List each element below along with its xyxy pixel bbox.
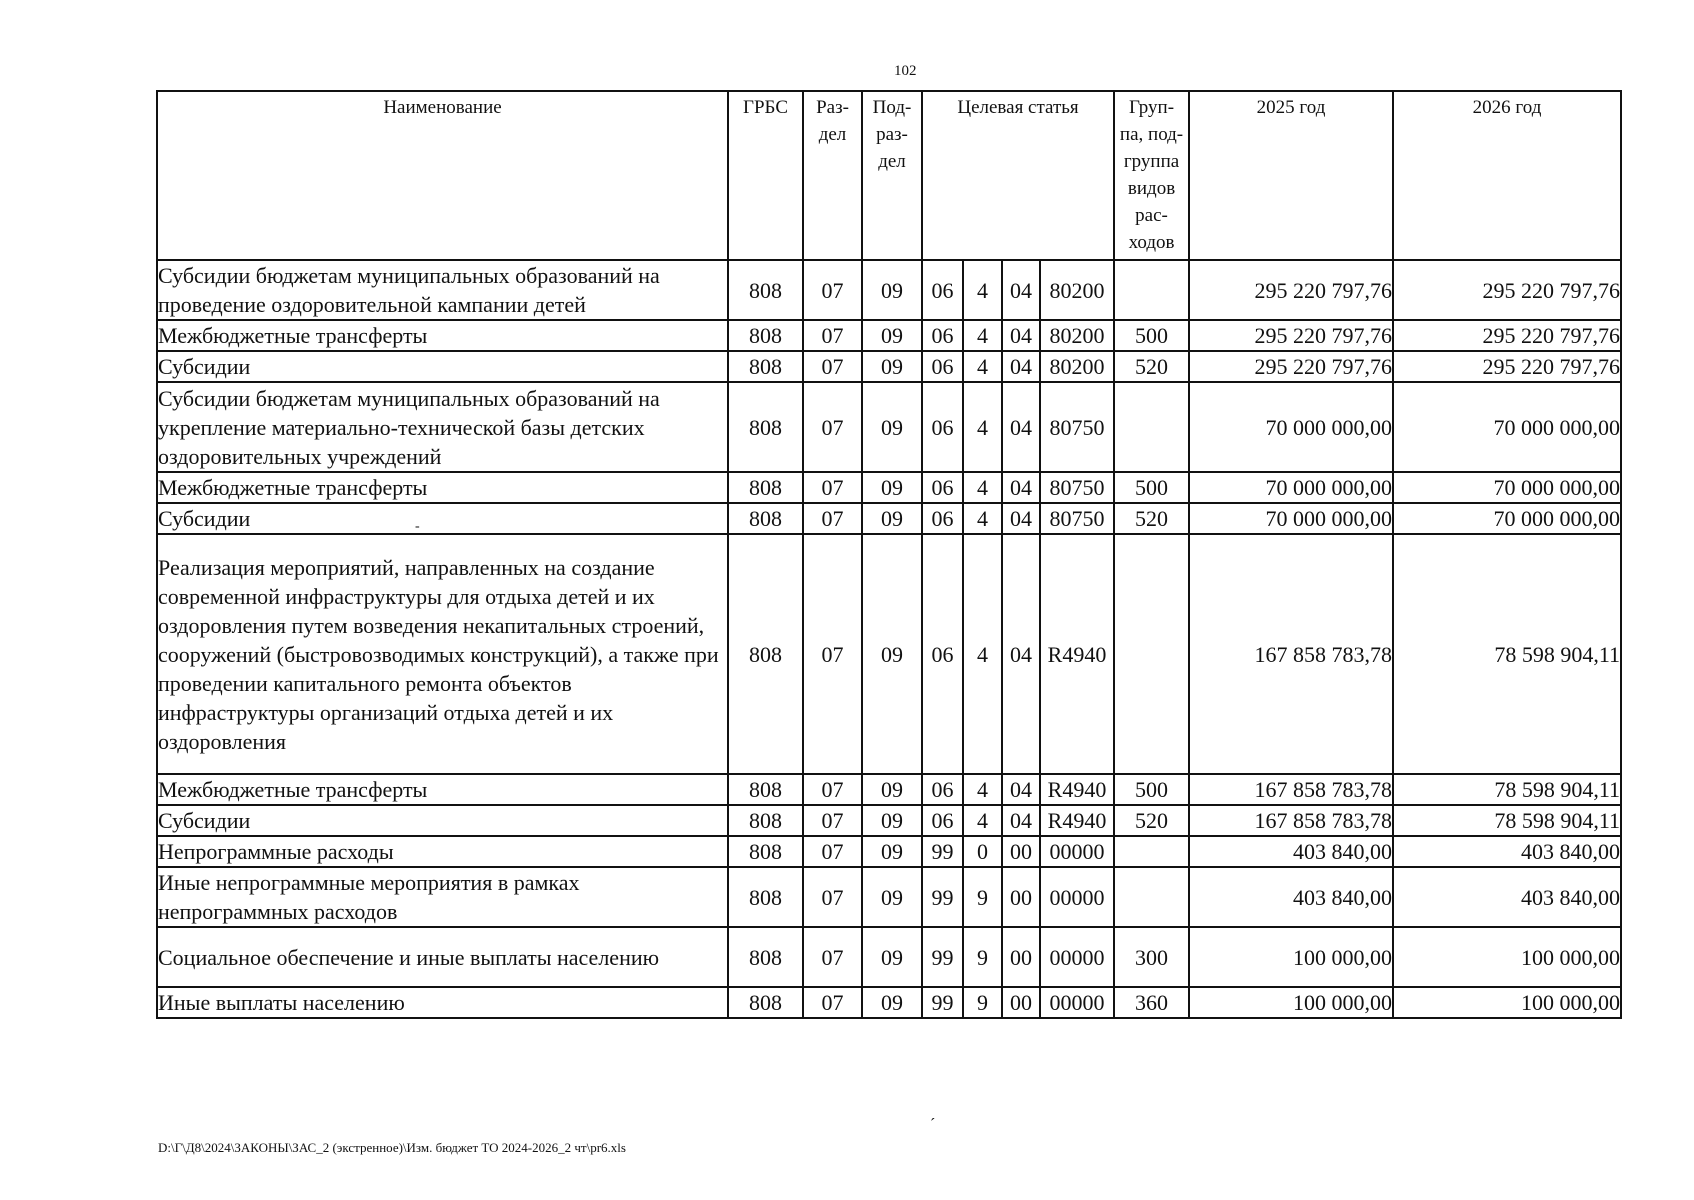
row-amount-2026: 295 220 797,76 [1393, 351, 1621, 382]
row-target-type: 4 [963, 351, 1002, 382]
row-razdel: 07 [803, 382, 862, 472]
row-target-subprogram: 04 [1002, 774, 1040, 805]
row-expense-group [1114, 382, 1189, 472]
row-grbs: 808 [728, 260, 803, 320]
row-target-subprogram: 04 [1002, 534, 1040, 774]
row-target-type: 4 [963, 260, 1002, 320]
header-target-article: Целевая статья [922, 91, 1114, 260]
table-row [157, 836, 1621, 867]
row-podrazdel: 09 [862, 320, 922, 351]
table-row [157, 382, 1621, 472]
row-grbs: 808 [728, 351, 803, 382]
row-target-program: 06 [922, 774, 963, 805]
row-expense-group: 360 [1114, 987, 1189, 1018]
row-razdel: 07 [803, 351, 862, 382]
row-target-type: 4 [963, 472, 1002, 503]
table-row [157, 503, 1621, 534]
row-expense-group: 500 [1114, 320, 1189, 351]
row-amount-2025: 295 220 797,76 [1189, 260, 1393, 320]
row-podrazdel: 09 [862, 774, 922, 805]
row-target-direction: 00000 [1040, 987, 1114, 1018]
row-name: Субсидии [157, 351, 728, 382]
row-razdel: 07 [803, 320, 862, 351]
header-expense-group: Груп- па, под- группа видов рас- ходов [1114, 91, 1189, 260]
row-razdel: 07 [803, 927, 862, 987]
row-podrazdel: 09 [862, 260, 922, 320]
header-podrazdel: Под- раз- дел [862, 91, 922, 260]
row-target-subprogram: 04 [1002, 503, 1040, 534]
row-podrazdel: 09 [862, 534, 922, 774]
table-header [157, 91, 1621, 260]
row-podrazdel: 09 [862, 351, 922, 382]
row-grbs: 808 [728, 534, 803, 774]
row-grbs: 808 [728, 472, 803, 503]
row-target-subprogram: 04 [1002, 320, 1040, 351]
row-amount-2025: 403 840,00 [1189, 836, 1393, 867]
row-amount-2025: 167 858 783,78 [1189, 774, 1393, 805]
row-podrazdel: 09 [862, 987, 922, 1018]
row-expense-group: 500 [1114, 472, 1189, 503]
row-target-type: 0 [963, 836, 1002, 867]
row-amount-2025: 70 000 000,00 [1189, 503, 1393, 534]
row-target-program: 06 [922, 351, 963, 382]
row-target-direction: 80750 [1040, 472, 1114, 503]
header-razdel: Раз- дел [803, 91, 862, 260]
page-number: 102 [894, 63, 917, 79]
header-grbs: ГРБС [728, 91, 803, 260]
tick-mark: ˊ [930, 1116, 936, 1133]
row-name: Иные выплаты населению [157, 987, 728, 1018]
header-2025: 2025 год [1189, 91, 1393, 260]
row-name: Иные непрограммные мероприятия в рамках непрограммных расходов [157, 867, 728, 927]
row-target-program: 06 [922, 503, 963, 534]
row-target-subprogram: 04 [1002, 472, 1040, 503]
row-podrazdel: 09 [862, 503, 922, 534]
table-row [157, 867, 1621, 927]
row-target-direction: 00000 [1040, 927, 1114, 987]
row-amount-2025: 295 220 797,76 [1189, 320, 1393, 351]
row-razdel: 07 [803, 260, 862, 320]
row-amount-2025: 403 840,00 [1189, 867, 1393, 927]
table-row [157, 805, 1621, 836]
row-amount-2026: 295 220 797,76 [1393, 260, 1621, 320]
row-target-direction: 80200 [1040, 260, 1114, 320]
row-grbs: 808 [728, 320, 803, 351]
row-amount-2026: 78 598 904,11 [1393, 805, 1621, 836]
row-name: Социальное обеспечение и иные выплаты населению [157, 927, 728, 987]
row-amount-2026: 70 000 000,00 [1393, 382, 1621, 472]
row-razdel: 07 [803, 503, 862, 534]
header-name: Наименование [157, 91, 728, 260]
row-grbs: 808 [728, 805, 803, 836]
row-target-type: 4 [963, 774, 1002, 805]
row-target-subprogram: 00 [1002, 867, 1040, 927]
row-target-type: 9 [963, 987, 1002, 1018]
row-grbs: 808 [728, 836, 803, 867]
row-razdel: 07 [803, 774, 862, 805]
row-amount-2025: 100 000,00 [1189, 927, 1393, 987]
row-expense-group [1114, 867, 1189, 927]
row-podrazdel: 09 [862, 927, 922, 987]
table-row [157, 472, 1621, 503]
row-podrazdel: 09 [862, 805, 922, 836]
row-target-direction: 80750 [1040, 503, 1114, 534]
row-target-program: 99 [922, 927, 963, 987]
row-target-direction: 80200 [1040, 351, 1114, 382]
row-name: Межбюджетные трансферты [157, 320, 728, 351]
row-expense-group [1114, 534, 1189, 774]
table-row [157, 351, 1621, 382]
row-amount-2026: 78 598 904,11 [1393, 534, 1621, 774]
row-name: Субсидии [157, 503, 728, 534]
row-target-type: 9 [963, 867, 1002, 927]
row-target-type: 4 [963, 503, 1002, 534]
row-expense-group: 520 [1114, 805, 1189, 836]
row-target-program: 06 [922, 320, 963, 351]
row-amount-2025: 167 858 783,78 [1189, 534, 1393, 774]
row-amount-2026: 78 598 904,11 [1393, 774, 1621, 805]
row-razdel: 07 [803, 836, 862, 867]
row-target-direction: R4940 [1040, 774, 1114, 805]
row-grbs: 808 [728, 867, 803, 927]
table-row [157, 927, 1621, 987]
row-name: Субсидии бюджетам муниципальных образований на укрепление материально-технической базы детских оздоровительных учреждений [157, 382, 728, 472]
row-target-program: 06 [922, 382, 963, 472]
row-razdel: 07 [803, 534, 862, 774]
row-name: Межбюджетные трансферты [157, 774, 728, 805]
row-target-type: 4 [963, 805, 1002, 836]
row-target-direction: 00000 [1040, 836, 1114, 867]
row-amount-2025: 167 858 783,78 [1189, 805, 1393, 836]
table-body [157, 260, 1621, 1018]
row-target-program: 06 [922, 534, 963, 774]
row-target-program: 99 [922, 987, 963, 1018]
table-row [157, 260, 1621, 320]
budget-table [156, 90, 1622, 1019]
row-target-subprogram: 00 [1002, 987, 1040, 1018]
row-name: Субсидии бюджетам муниципальных образований на проведение оздоровительной кампании детей [157, 260, 728, 320]
row-grbs: 808 [728, 774, 803, 805]
dash-mark: - [415, 519, 420, 534]
row-target-direction: 80750 [1040, 382, 1114, 472]
row-podrazdel: 09 [862, 382, 922, 472]
row-target-subprogram: 04 [1002, 351, 1040, 382]
row-razdel: 07 [803, 472, 862, 503]
table-row [157, 320, 1621, 351]
row-target-subprogram: 04 [1002, 260, 1040, 320]
row-razdel: 07 [803, 987, 862, 1018]
row-name: Межбюджетные трансферты [157, 472, 728, 503]
row-target-program: 99 [922, 836, 963, 867]
row-target-subprogram: 00 [1002, 927, 1040, 987]
row-amount-2025: 100 000,00 [1189, 987, 1393, 1018]
row-target-direction: 80200 [1040, 320, 1114, 351]
row-grbs: 808 [728, 503, 803, 534]
table-row [157, 534, 1621, 774]
row-expense-group [1114, 836, 1189, 867]
row-target-subprogram: 04 [1002, 805, 1040, 836]
row-amount-2025: 70 000 000,00 [1189, 382, 1393, 472]
row-expense-group: 500 [1114, 774, 1189, 805]
row-target-type: 4 [963, 534, 1002, 774]
row-expense-group [1114, 260, 1189, 320]
row-amount-2026: 100 000,00 [1393, 987, 1621, 1018]
row-target-direction: R4940 [1040, 534, 1114, 774]
row-name: Субсидии [157, 805, 728, 836]
row-target-program: 06 [922, 472, 963, 503]
header-2026: 2026 год [1393, 91, 1621, 260]
row-target-direction: R4940 [1040, 805, 1114, 836]
row-name: Реализация мероприятий, направленных на создание современной инфраструктуры для отдыха детей и их оздоровления путем возведения некапитальных строений, сооружений (быстровозводимых конструкций), а также при проведении капитального ремонта объектов инфраструктуры организаций отдыха детей и их оздоровления [157, 534, 728, 774]
row-amount-2025: 295 220 797,76 [1189, 351, 1393, 382]
row-target-type: 4 [963, 382, 1002, 472]
row-amount-2026: 295 220 797,76 [1393, 320, 1621, 351]
row-target-subprogram: 04 [1002, 382, 1040, 472]
row-grbs: 808 [728, 382, 803, 472]
table-row [157, 774, 1621, 805]
row-target-program: 06 [922, 260, 963, 320]
row-amount-2026: 70 000 000,00 [1393, 503, 1621, 534]
row-razdel: 07 [803, 867, 862, 927]
row-podrazdel: 09 [862, 836, 922, 867]
row-target-direction: 00000 [1040, 867, 1114, 927]
row-podrazdel: 09 [862, 472, 922, 503]
row-expense-group: 520 [1114, 351, 1189, 382]
row-amount-2026: 403 840,00 [1393, 836, 1621, 867]
row-podrazdel: 09 [862, 867, 922, 927]
row-amount-2026: 100 000,00 [1393, 927, 1621, 987]
row-grbs: 808 [728, 927, 803, 987]
table-row [157, 987, 1621, 1018]
row-target-type: 9 [963, 927, 1002, 987]
row-amount-2026: 403 840,00 [1393, 867, 1621, 927]
row-razdel: 07 [803, 805, 862, 836]
row-grbs: 808 [728, 987, 803, 1018]
row-expense-group: 300 [1114, 927, 1189, 987]
row-target-subprogram: 00 [1002, 836, 1040, 867]
row-name: Непрограммные расходы [157, 836, 728, 867]
row-target-type: 4 [963, 320, 1002, 351]
row-expense-group: 520 [1114, 503, 1189, 534]
row-target-program: 99 [922, 867, 963, 927]
row-amount-2025: 70 000 000,00 [1189, 472, 1393, 503]
row-target-program: 06 [922, 805, 963, 836]
file-path-footer: D:\Г\Д8\2024\ЗАКОНЫ\ЗАС_2 (экстренное)\Изм. бюджет ТО 2024-2026_2 чт\pr6.xls [158, 1140, 626, 1155]
row-amount-2026: 70 000 000,00 [1393, 472, 1621, 503]
